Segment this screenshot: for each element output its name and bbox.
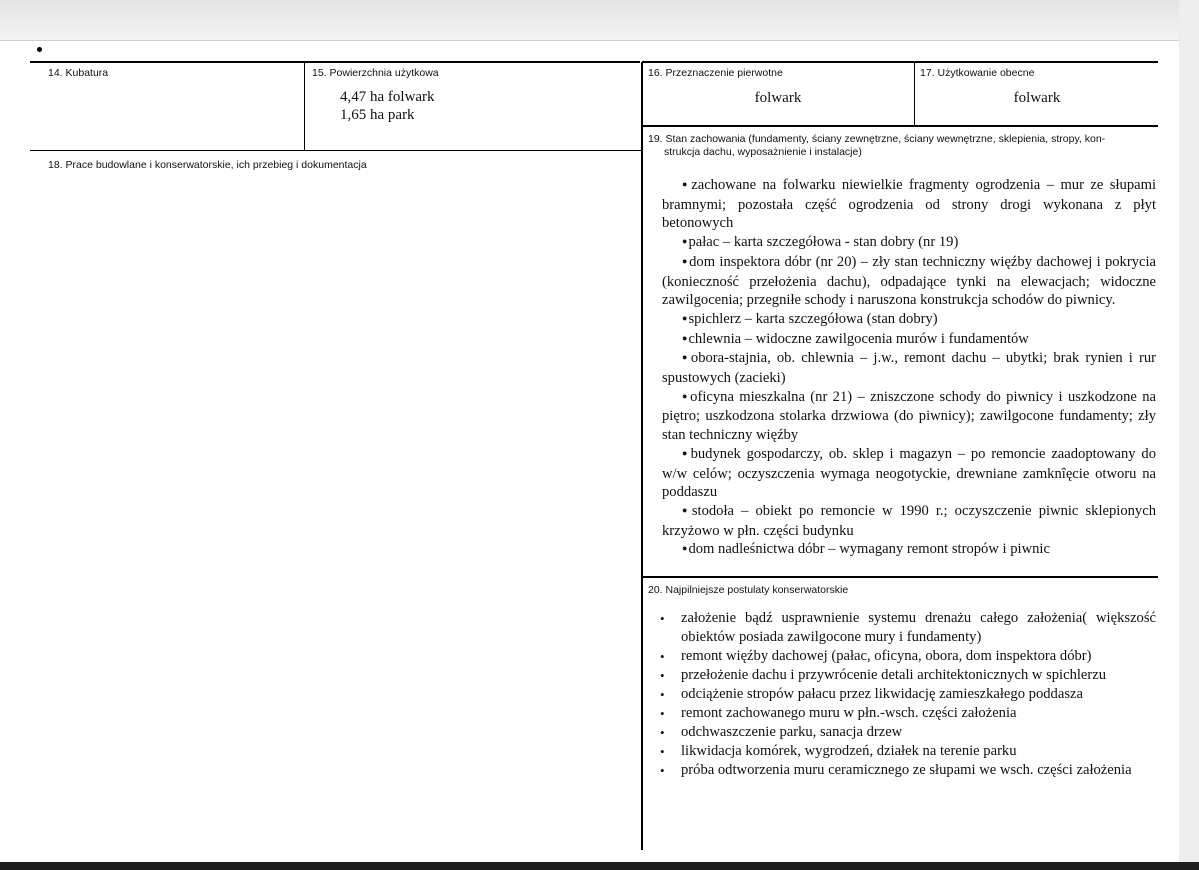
list-item: • remont więźby dachowej (pałac, oficyna, obora, dom inspektora dóbr) — [660, 648, 1092, 664]
bullet-icon: ● — [682, 255, 689, 266]
rule-under-15 — [30, 150, 642, 151]
condition-item: ●spichlerz – karta szczegółowa (stan dobry) — [682, 310, 938, 327]
scan-top-margin — [0, 0, 1199, 41]
list-item: • odciążenie stropów pałacu przez likwidację zamieszkałego poddasza — [660, 686, 1083, 702]
list-item: • likwidacja komórek, wygrodzeń, działek na terenie parku — [660, 743, 1017, 759]
field-20-label: 20. Najpilniejsze postulaty konserwatorskie — [648, 584, 849, 596]
field-19-label-line2: strukcja dachu, wyposażnienie i instalacje) — [664, 146, 862, 158]
bullet-icon: ● — [682, 236, 688, 247]
stray-dot — [37, 47, 42, 52]
field-17-label: 17. Użytkowanie obecne — [920, 67, 1035, 79]
list-item: • przełożenie dachu i przywrócenie detali architektonicznych w spichlerzu — [660, 667, 1107, 683]
condition-item: ●dom nadleśnictwa dóbr – wymagany remont stropów i piwnic — [682, 541, 1050, 558]
bullet-icon: ● — [682, 390, 690, 401]
condition-item: ●pałac – karta szczegółowa - stan dobry (nr 19) — [682, 234, 959, 251]
scan-bottom-edge — [0, 862, 1199, 870]
scan-right-margin — [1179, 0, 1199, 870]
condition-item: ●dom inspektora dóbr (nr 20) – zły stan techniczny więźby dachowej i pokrycia (konieczność przełożenia dachu), odpadające tynki na elewacjach; widoczne zawilgocenia; przegniłe schody i naruszona konstrukcja schodów do piwnicy. — [662, 253, 1157, 309]
bullet-icon: • — [660, 763, 665, 778]
rule-under-19 — [642, 576, 1158, 578]
bullet-icon: • — [660, 725, 665, 740]
bullet-icon: ● — [682, 352, 690, 363]
condition-item: ●budynek gospodarczy, ob. sklep i magazyn – po remoncie zaadoptowany do w/w celów; oczyszczenia wymaga neogotyckie, drewniane zamknîęcie otworu na poddaszu — [662, 445, 1156, 501]
top-rule-left — [30, 61, 640, 63]
field-16-value: folwark — [754, 90, 802, 106]
condition-item: ●zachowane na folwarku niewielkie fragmenty ogrodzenia – mur ze słupami bramnymi; pozostała część ogrodzenia od strony drogi wykonana z płyt betonowych — [662, 177, 1157, 232]
bullet-icon: ● — [682, 332, 688, 343]
condition-item: ●stodoła – obiekt po remoncie w 1990 r.; oczyszczenie piwnic sklepionych krzyżowo w płn. części budynku — [662, 502, 1157, 539]
field-15-value-folwark: 4,47 ha folwark — [340, 89, 435, 105]
condition-item: ●obora-stajnia, ob. chlewnia – j.w., remont dachu – ubytki; brak rynien i rur spustowych (zacieki) — [662, 350, 1156, 387]
bullet-icon: ● — [682, 312, 688, 323]
field-20-postulates-list — [656, 609, 1156, 780]
field-18-label: 18. Prace budowlane i konserwatorskie, ich przebieg i dokumentacja — [48, 159, 367, 171]
bullet-icon: • — [660, 744, 665, 759]
field-16-label: 16. Przeznaczenie pierwotne — [648, 67, 783, 79]
list-item: • remont zachowanego muru w płn.-wsch. części założenia — [660, 705, 1017, 721]
condition-item: ●oficyna mieszkalna (nr 21) – zniszczone schody do piwnicy i uszkodzone na piętro; uszkodzona stolarka drzwiowa (do piwnicy); zawilgocone fundamenty; zły stan techniczny więźby — [662, 388, 1156, 444]
field-19-label-line1: 19. Stan zachowania (fundamenty, ściany zewnętrzne, ściany wewnętrzne, sklepienia, stropy, kon- — [648, 133, 1106, 145]
center-divider — [641, 62, 643, 850]
field-17-value: folwark — [1013, 90, 1061, 106]
condition-item: ●chlewnia – widoczne zawilgocenia murów i fundamentów — [682, 330, 1029, 347]
bullet-icon: • — [660, 706, 665, 721]
list-item: • odchwaszczenie parku, sanacja drzew — [660, 724, 903, 740]
list-item: • próba odtworzenia muru ceramicznego ze słupami we wsch. części założenia — [660, 762, 1132, 778]
list-item: • założenie bądź usprawnienie systemu drenażu całego założenia( większość obiektów posiada zawilgocone mury i fundamenty) — [660, 610, 1156, 645]
bullet-icon: ● — [682, 179, 691, 189]
bullet-icon: • — [660, 668, 665, 683]
field-19-condition-text — [662, 176, 1156, 560]
bullet-icon: • — [660, 611, 665, 626]
divider-16-17 — [914, 62, 915, 126]
bullet-icon: ● — [682, 504, 691, 515]
field-14-label: 14. Kubatura — [48, 67, 109, 79]
top-rule-right — [642, 61, 1158, 63]
bullet-icon: ● — [682, 447, 690, 458]
field-15-value-park: 1,65 ha park — [340, 107, 415, 123]
bullet-icon: • — [660, 649, 665, 664]
field-15-label: 15. Powierzchnia użytkowa — [312, 67, 439, 79]
rule-under-16-17 — [642, 125, 1158, 127]
bullet-icon: ● — [682, 543, 688, 554]
bullet-icon: • — [660, 687, 665, 702]
divider-14-15 — [304, 62, 305, 150]
